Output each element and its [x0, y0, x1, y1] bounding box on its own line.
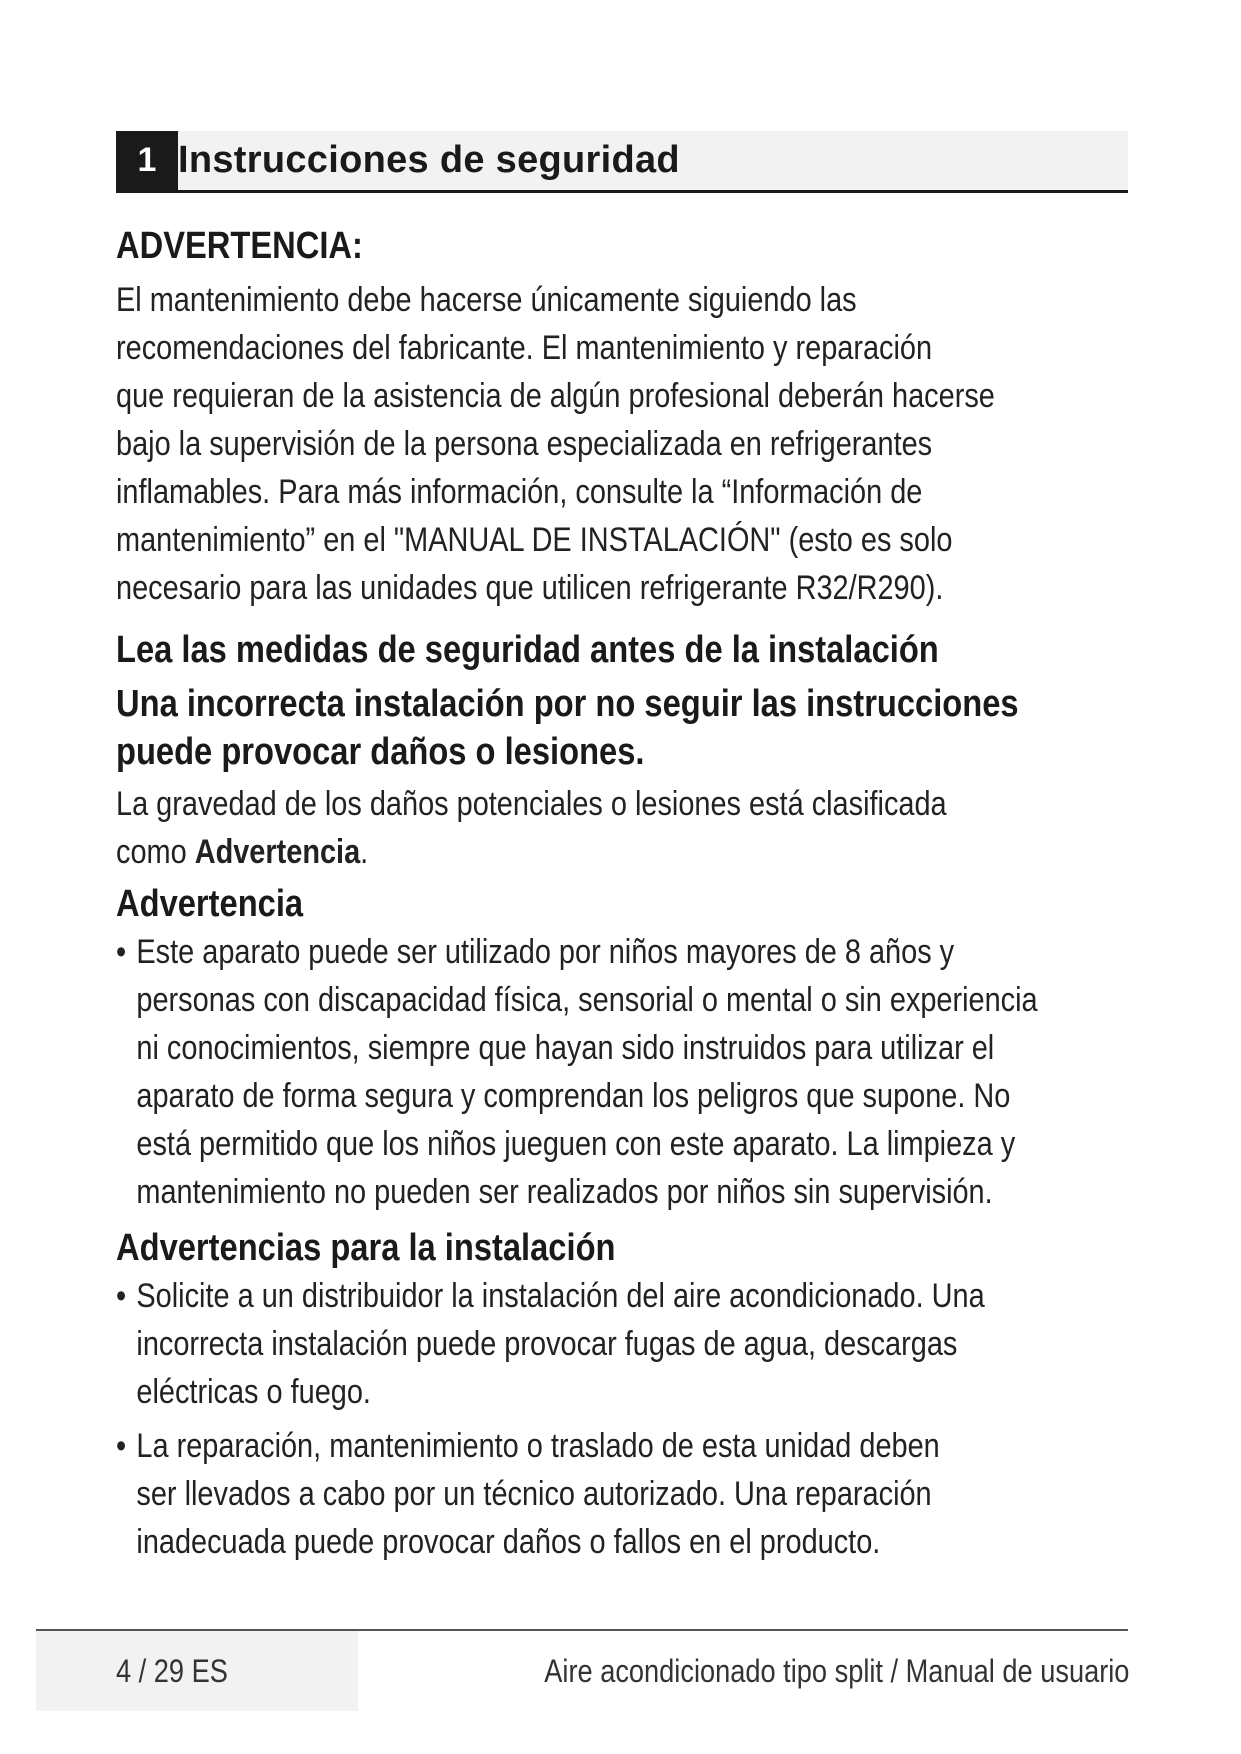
warning-line: mantenimiento” en el "MANUAL DE INSTALACIÓN" (esto es solo — [116, 521, 953, 559]
list-item-line: ni conocimientos, siempre que hayan sido instruidos para utilizar el — [136, 1029, 995, 1067]
warning-line: bajo la supervisión de la persona especializada en refrigerantes — [116, 425, 933, 463]
list-item-line: Solicite a un distribuidor la instalación del aire acondicionado. Una — [136, 1277, 985, 1315]
warning-line: El mantenimiento debe hacerse únicamente siguiendo las — [116, 281, 857, 319]
list-item-line: mantenimiento no pueden ser realizados por niños sin supervisión. — [136, 1173, 993, 1211]
bullet-icon: • — [116, 933, 127, 971]
severity-suffix: . — [360, 833, 369, 871]
list-item-line: ser llevados a cabo por un técnico autorizado. Una reparación — [136, 1475, 932, 1513]
read-safety-heading: Lea las medidas de seguridad antes de la instalación — [116, 629, 939, 671]
list-item-line: La reparación, mantenimiento o traslado de esta unidad deben — [136, 1427, 940, 1465]
list-item-line: Este aparato puede ser utilizado por niños mayores de 8 años y — [136, 933, 955, 971]
page-content — [116, 222, 1146, 1566]
warning-line: recomendaciones del fabricante. El mantenimiento y reparación — [116, 329, 933, 367]
list-item — [116, 1272, 1139, 1416]
severity-line — [116, 828, 1119, 876]
document-title: Aire acondicionado tipo split / Manual de usuario — [543, 1653, 1129, 1689]
list-item-line: personas con discapacidad física, sensorial o mental o sin experiencia — [136, 981, 1038, 1019]
advertencia-heading: Advertencia — [116, 883, 304, 925]
severity-prefix: como — [116, 833, 195, 871]
warning-paragraph — [116, 276, 1146, 612]
installation-heading: Advertencias para la instalación — [116, 1227, 616, 1269]
list-item-line: aparato de forma segura y comprendan los peligros que supone. No — [136, 1077, 1011, 1115]
severity-bold: Advertencia — [194, 833, 361, 871]
warning-line: inflamables. Para más información, consulte la “Información de — [116, 473, 923, 511]
warning-line: que requieran de la asistencia de algún profesional deberán hacerse — [116, 377, 995, 415]
warning-heading: ADVERTENCIA: — [116, 225, 363, 267]
section-number: 1 — [116, 131, 178, 190]
list-item-line: eléctricas o fuego. — [136, 1373, 371, 1411]
list-item-line: está permitido que los niños jueguen con este aparato. La limpieza y — [136, 1125, 1016, 1163]
section-title: Instrucciones de seguridad — [178, 139, 680, 181]
list-item-line: incorrecta instalación puede provocar fugas de agua, descargas — [136, 1325, 958, 1363]
section-header — [116, 131, 1128, 193]
incorrect-installation-heading-cont: puede provocar daños o lesiones. — [116, 731, 645, 773]
warning-line: necesario para las unidades que utilicen refrigerante R32/R290). — [116, 569, 944, 607]
severity-line: La gravedad de los daños potenciales o lesiones está clasificada — [116, 785, 947, 823]
bullet-icon: • — [116, 1427, 127, 1465]
advertencia-list — [116, 928, 1146, 1216]
bullet-icon: • — [116, 1277, 127, 1315]
installation-list — [116, 1272, 1146, 1566]
page-number: 4 / 29 ES — [116, 1653, 228, 1689]
list-item — [116, 928, 1139, 1216]
list-item-line: inadecuada puede provocar daños o fallos en el producto. — [136, 1523, 881, 1561]
list-item — [116, 1422, 1139, 1566]
incorrect-installation-heading: Una incorrecta instalación por no seguir las instrucciones — [116, 683, 1019, 725]
